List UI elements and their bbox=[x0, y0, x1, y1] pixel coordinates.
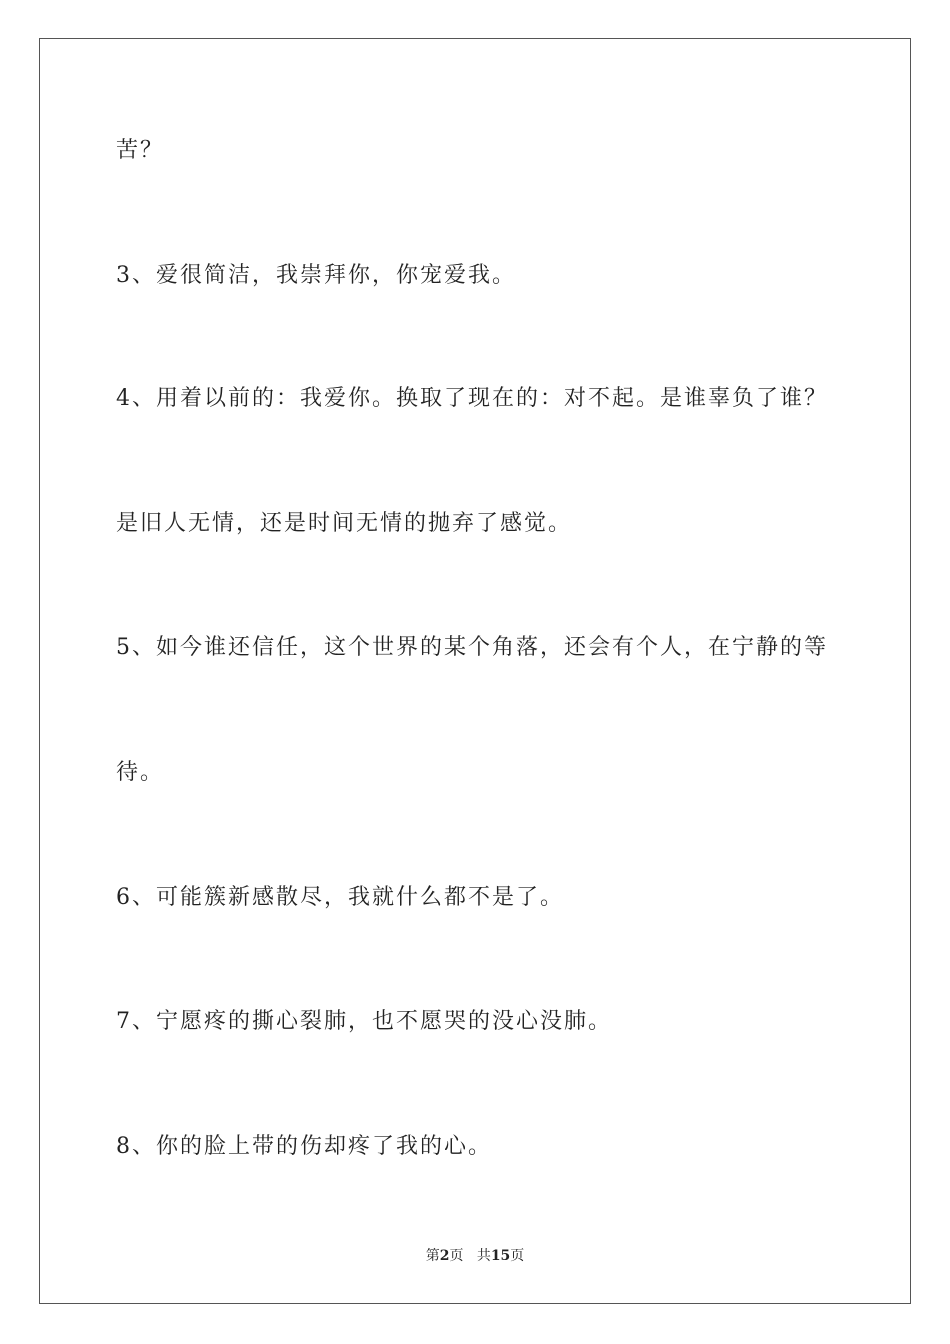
page-border bbox=[39, 38, 911, 1304]
text-line: 是旧人无情，还是时间无情的抛弃了感觉。 bbox=[116, 511, 573, 536]
text-line: 4、用着以前的：我爱你。换取了现在的：对不起。是谁辜负了谁？ bbox=[116, 386, 828, 411]
total-suffix: 页 bbox=[510, 1248, 525, 1264]
text-line: 待。 bbox=[116, 760, 165, 785]
text-line: 3、爱很简洁，我崇拜你，你宠爱我。 bbox=[116, 263, 516, 288]
text-line: 苦？ bbox=[116, 138, 165, 163]
text-line: 6、可能簇新感散尽，我就什么都不是了。 bbox=[116, 885, 564, 910]
total-prefix: 共 bbox=[476, 1248, 491, 1264]
total-pages: 15 bbox=[490, 1248, 511, 1264]
text-line: 8、你的脸上带的伤却疼了我的心。 bbox=[116, 1134, 492, 1159]
page-number: 2 bbox=[439, 1248, 450, 1264]
text-line: 7、宁愿疼的撕心裂肺，也不愿哭的没心没肺。 bbox=[116, 1009, 612, 1034]
page-footer bbox=[0, 1247, 950, 1265]
page-prefix: 第 bbox=[425, 1248, 440, 1264]
page-suffix: 页 bbox=[449, 1248, 464, 1264]
text-line: 5、如今谁还信任，这个世界的某个角落，还会有个人，在宁静的等 bbox=[116, 635, 828, 660]
